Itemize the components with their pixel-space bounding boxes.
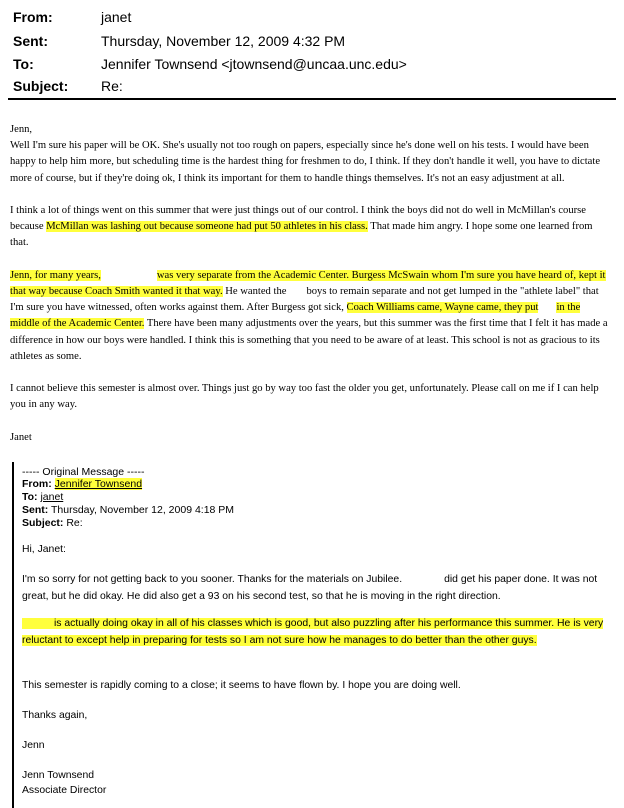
highlight-academic-center: was very separate from the Academic Center. Burgess McSwain whom I'm sure you have heard of, kept it that way because Coach Smith wanted it that way. (10, 269, 606, 297)
quoted-sig-title: Associate Director (22, 785, 107, 796)
highlight-coach-williams: Coach Williams came, Wayne came, they put (346, 302, 539, 314)
message-body (10, 122, 610, 462)
body-signoff: Janet (10, 431, 32, 443)
quoted-sig-name: Jenn Townsend (22, 770, 95, 781)
header-sent-value: Thursday, November 12, 2009 4:32 PM (101, 33, 346, 49)
quoted-subject-label: Subject: (22, 517, 64, 529)
body-paragraph-3-text-c: There have been many adjustments over the years, but this summer was the first time that I felt it has made a difference in how our boys were handled. I think this is something that you need to be aware of at least. This school is not as gracious to its athletes as some. (10, 318, 608, 362)
body-paragraph-3-text-b: boys to remain separate and not get lumped in the "athlete label" that I'm sure you have witnessed, often works against them. After Burgess got sick, (10, 286, 599, 314)
highlight-quoted-classes: is actually doing okay in all of his classes which is good, but also puzzling after his performance this summer. He is very reluctant to except help in preparing for tests so I am not sure how he manages to do better than the other guys. (22, 618, 604, 646)
header-to-value: Jennifer Townsend <jtownsend@uncaa.unc.edu> (101, 56, 407, 72)
body-paragraph-4: I cannot believe this semester is almost over. Things just go by way too fast the older you get, unfortunately. Please call on me if I can help you in any way. (10, 383, 599, 411)
quoted-original-marker: ----- Original Message ----- (22, 466, 145, 478)
quoted-paragraph-1-text-a: I'm so sorry for not getting back to you sooner. Thanks for the materials on Jubilee. (22, 574, 403, 585)
quoted-subject-value: Re: (66, 517, 83, 529)
highlight-for-many-years: Jenn, for many years, (10, 269, 101, 281)
header-subject-value: Re: (101, 78, 123, 94)
quoted-paragraph-1 (22, 572, 614, 605)
header-divider (8, 98, 616, 100)
quoted-from-link[interactable]: Jennifer Townsend (54, 478, 143, 490)
highlight-quoted-redacted-start (22, 618, 54, 629)
body-paragraph-2-text-b: That made him angry. I hope some one learned from that. (10, 221, 593, 249)
body-paragraph-2-text-a: I think a lot of things went on this summer that were just things out of our control. I think the boys did not do well in McMillan's course because (10, 205, 586, 233)
quoted-to-link[interactable]: janet (40, 491, 64, 503)
quoted-from-row (22, 478, 142, 490)
highlight-middle-academic-center: in the middle of the Academic Center. (10, 302, 581, 330)
header-to-label: To: (13, 56, 34, 72)
quoted-thanks: Thanks again, (22, 710, 88, 721)
quoted-sig-short: Jenn (22, 740, 45, 751)
body-paragraph-1: Well I'm sure his paper will be OK. She's usually not too rough on papers, especially since he's done well on his tests. I would have been happy to help him more, but scheduling time is the hardest thing for freshmen to do, I think. If they don't handle it well, you have to dictate more of course, but if they're doing ok, I think its important for them to handle things themselves. It's not an easy adjustment at all. (10, 140, 601, 184)
quoted-from-label: From: (22, 478, 52, 490)
quoted-to-label: To: (22, 491, 38, 503)
quoted-subject-row (22, 517, 83, 529)
header-subject-label: Subject: (13, 78, 69, 94)
quoted-sent-row (22, 504, 234, 516)
highlight-mcmillan: McMillan was lashing out because someone had put 50 athletes in his class. (46, 221, 368, 233)
quoted-sent-value: Thursday, November 12, 2009 4:18 PM (50, 504, 235, 516)
quoted-paragraph-2 (22, 616, 614, 649)
body-paragraph-3-text-a: He wanted the (222, 286, 287, 297)
header-sent-label: Sent: (13, 33, 48, 49)
header-from-value: janet (101, 9, 132, 25)
quoted-paragraph-3: This semester is rapidly coming to a close; it seems to have flown by. I hope you are doing well. (22, 680, 461, 691)
header-from-label: From: (13, 9, 53, 25)
body-greeting: Jenn, (10, 124, 33, 135)
quoted-paragraph-1-text-b: did get his paper done. It was not great, but he did okay. He did also get a 93 on his second test, so that he is moving in the right direction. (22, 574, 598, 602)
quoted-greeting: Hi, Janet: (22, 544, 66, 555)
quoted-message (12, 462, 614, 808)
body-paragraph-2 (10, 203, 610, 252)
body-paragraph-3 (10, 268, 610, 365)
quoted-to-row (22, 491, 63, 503)
quoted-sent-label: Sent: (22, 504, 49, 516)
